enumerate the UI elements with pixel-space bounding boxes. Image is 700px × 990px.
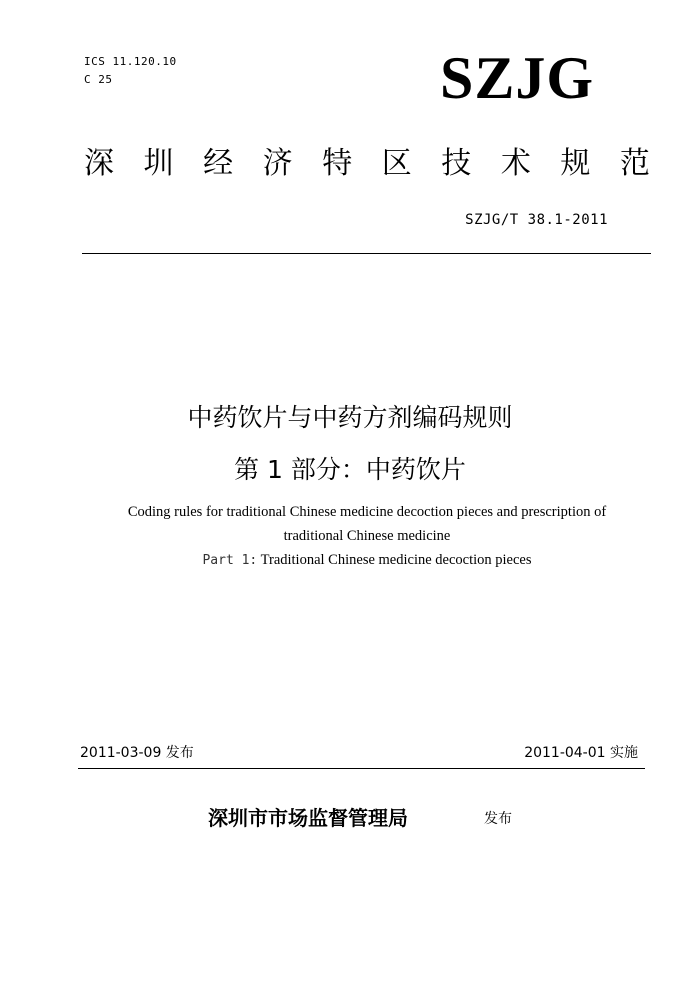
standard-number: SZJG/T 38.1-2011 xyxy=(465,212,608,228)
english-part-prefix: Part 1: xyxy=(202,553,258,568)
series-char: 特 xyxy=(322,146,353,181)
ics-code: ICS 11.120.10 xyxy=(84,55,177,68)
szjg-logo: SZJG xyxy=(440,45,595,111)
implementation-date: 2011-04-01 实施 xyxy=(524,745,638,761)
series-char: 范 xyxy=(619,146,650,181)
chinese-title: 中药饮片与中药方剂编码规则 xyxy=(187,403,513,432)
standard-series-title xyxy=(84,146,650,182)
series-char: 术 xyxy=(500,146,531,181)
issuing-action: 发布 xyxy=(484,811,512,827)
issuing-authority: 深圳市市场监督管理局 xyxy=(208,806,408,830)
series-char: 经 xyxy=(203,146,234,181)
english-part-name: Traditional Chinese medicine decoction pieces xyxy=(260,552,532,568)
english-title-line2: traditional Chinese medicine xyxy=(283,528,451,544)
footer-divider xyxy=(78,768,645,769)
series-char: 圳 xyxy=(143,146,174,181)
english-title-line1: Coding rules for traditional Chinese medicine decoction pieces and prescription of xyxy=(127,504,607,520)
english-part-title xyxy=(80,548,654,573)
series-char: 技 xyxy=(441,146,472,181)
series-char: 济 xyxy=(262,146,293,181)
series-char: 规 xyxy=(560,146,591,181)
chinese-subtitle: 第 1 部分：中药饮片 xyxy=(234,455,466,484)
issue-date: 2011-03-09 发布 xyxy=(80,745,194,761)
series-char: 区 xyxy=(381,146,412,181)
header-divider xyxy=(82,253,651,254)
series-char: 深 xyxy=(84,146,114,181)
ccs-code: C 25 xyxy=(84,73,113,86)
